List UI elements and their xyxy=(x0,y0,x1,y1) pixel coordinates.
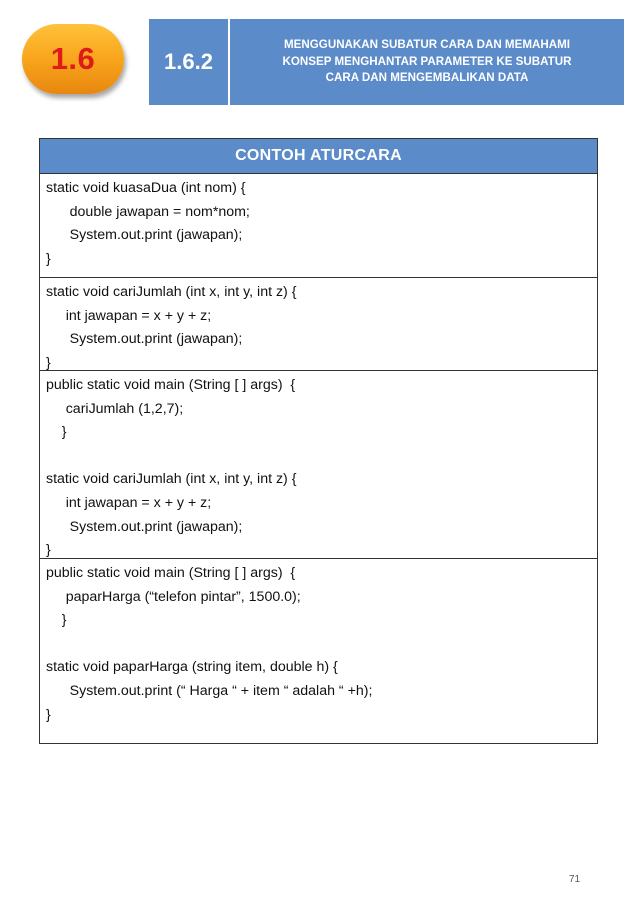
code-line: } xyxy=(46,542,51,559)
code-line: System.out.print (jawapan); xyxy=(46,518,243,535)
page-number: 71 xyxy=(569,874,581,885)
code-line: public static void main (String [ ] args) { xyxy=(46,565,296,581)
code-line: } xyxy=(46,354,51,371)
code-line: } xyxy=(46,424,67,441)
subsection-title: MENGGUNAKAN SUBATUR CARA DAN MEMAHAMI KONSEP MENGHANTAR PARAMETER KE SUBATUR CARA DAN MENGEMBALIKAN DATA xyxy=(282,37,572,85)
code-line: static void paparHarga (string item, double h) { xyxy=(46,659,338,676)
code-row xyxy=(40,558,597,743)
code-line: cariJumlah (1,2,7); xyxy=(46,400,184,417)
code-line: int jawapan = x + y + z; xyxy=(46,494,212,511)
code-line: System.out.print (“ Harga “ + item “ adalah “ +h); xyxy=(46,682,373,699)
code-line xyxy=(46,445,597,469)
code-example-table xyxy=(39,138,598,744)
code-line: int jawapan = x + y + z; xyxy=(46,307,212,324)
subsection-number: 1.6.2 xyxy=(149,19,230,105)
code-row xyxy=(40,173,597,277)
code-line: static void cariJumlah (int x, int y, int z) { xyxy=(46,284,297,300)
subsection-header xyxy=(149,19,624,105)
code-line: System.out.print (jawapan); xyxy=(46,227,243,244)
code-line xyxy=(46,633,597,657)
section-badge-label: 1.6 xyxy=(50,41,96,76)
code-line: double jawapan = nom*nom; xyxy=(46,203,250,220)
code-line: } xyxy=(46,250,51,267)
code-line: paparHarga (“telefon pintar”, 1500.0); xyxy=(46,588,301,605)
code-line: static void kuasaDua (int nom) { xyxy=(46,180,246,196)
section-badge xyxy=(22,24,124,94)
code-line: static void cariJumlah (int x, int y, int z) { xyxy=(46,471,297,488)
table-heading: CONTOH ATURCARA xyxy=(40,139,597,173)
code-row xyxy=(40,370,597,558)
code-line: System.out.print (jawapan); xyxy=(46,331,243,348)
code-row xyxy=(40,277,597,370)
code-line: public static void main (String [ ] args) { xyxy=(46,377,296,393)
code-line: } xyxy=(46,706,51,723)
code-line: } xyxy=(46,612,67,629)
